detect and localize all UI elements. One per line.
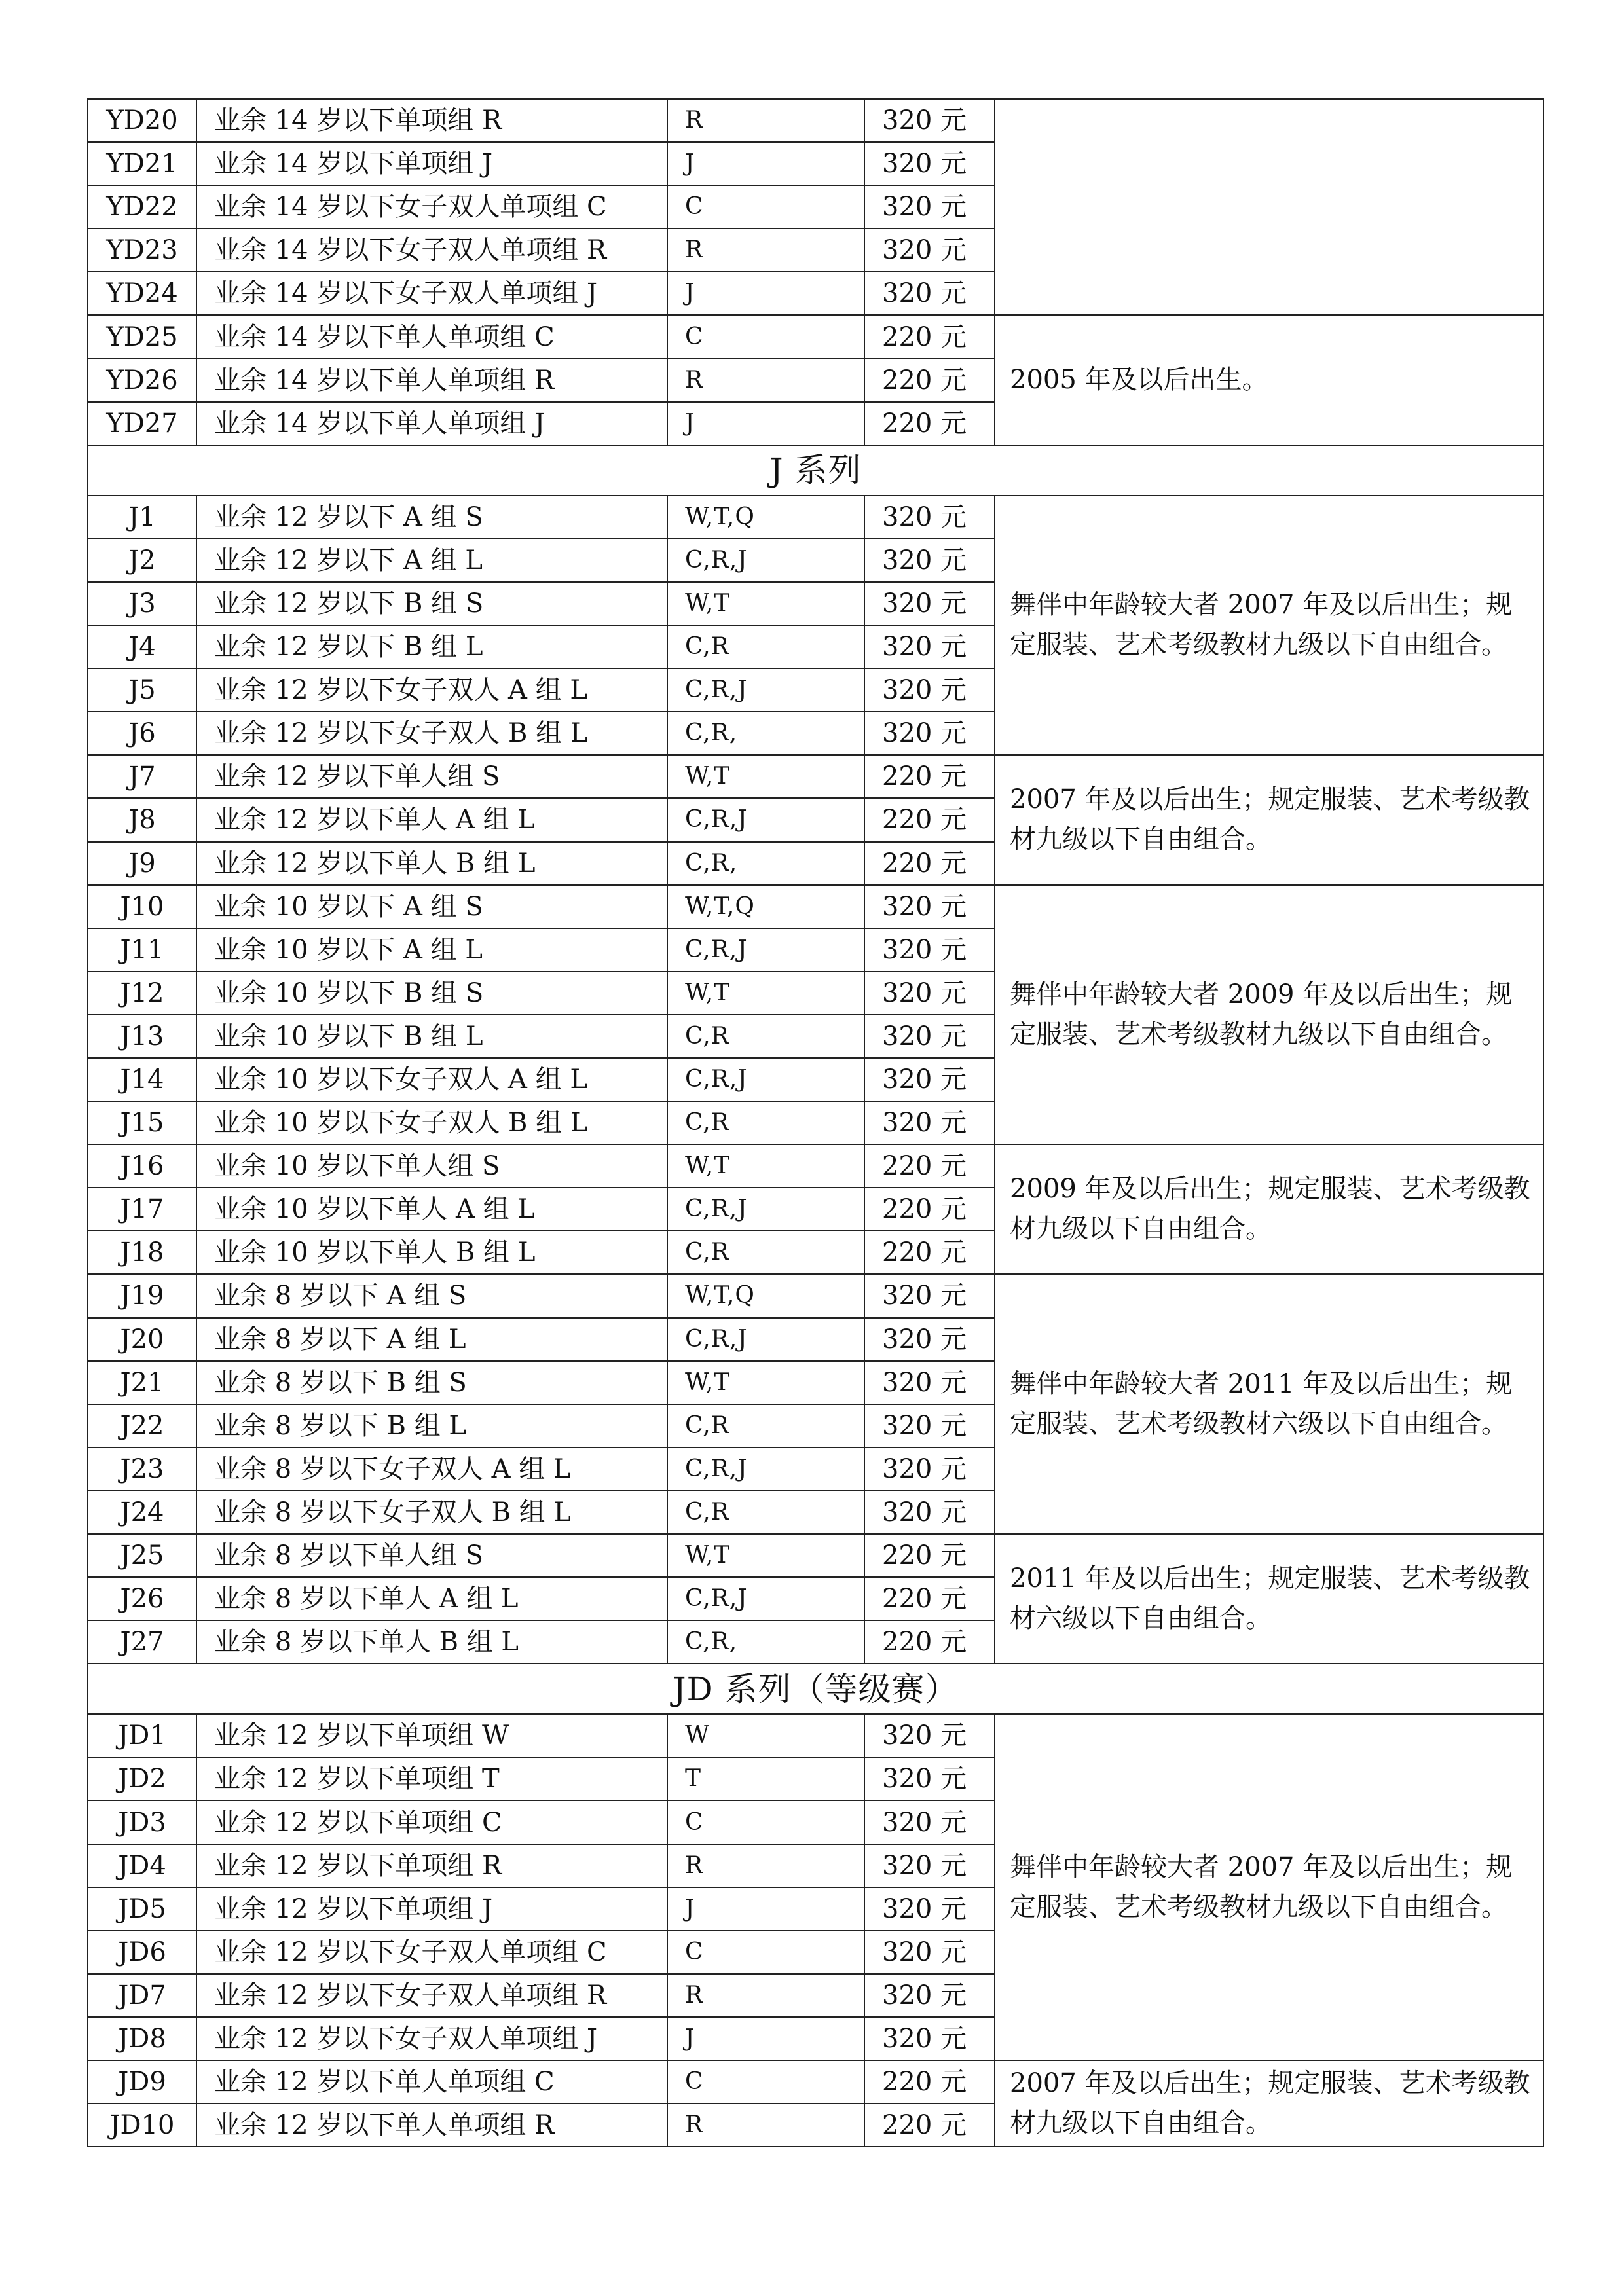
fee-cell: 220 元 <box>864 1144 995 1188</box>
event-code-cell: J8 <box>88 798 196 841</box>
dance-list-cell: C <box>667 1800 864 1844</box>
event-code-cell: J18 <box>88 1231 196 1274</box>
event-name-cell: 业余 12 岁以下 A 组 L <box>196 539 667 582</box>
dance-list-cell: C,R <box>667 1101 864 1144</box>
fee-cell: 320 元 <box>864 625 995 668</box>
fee-cell: 220 元 <box>864 755 995 798</box>
event-code-cell: J24 <box>88 1491 196 1534</box>
fee-cell: 320 元 <box>864 1274 995 1317</box>
event-name-cell: 业余 8 岁以下 B 组 L <box>196 1404 667 1448</box>
event-name-cell: 业余 12 岁以下单项组 J <box>196 1887 667 1931</box>
event-name-cell: 业余 12 岁以下 B 组 S <box>196 582 667 625</box>
eligibility-note-cell: 2009 年及以后出生；规定服装、艺术考级教材九级以下自由组合。 <box>995 1144 1543 1274</box>
fee-cell: 320 元 <box>864 142 995 185</box>
fee-cell: 320 元 <box>864 885 995 928</box>
dance-list-cell: J <box>667 1887 864 1931</box>
dance-list-cell: W,T <box>667 1534 864 1577</box>
dance-list-cell: W,T <box>667 972 864 1015</box>
dance-list-cell: C <box>667 185 864 228</box>
event-name-cell: 业余 10 岁以下单人组 S <box>196 1144 667 1188</box>
fee-cell: 320 元 <box>864 1101 995 1144</box>
dance-list-cell: C,R,J <box>667 1188 864 1231</box>
event-code-cell: J7 <box>88 755 196 798</box>
event-code-cell: J6 <box>88 712 196 755</box>
dance-list-cell: C,R <box>667 1231 864 1274</box>
eligibility-note-cell: 舞伴中年龄较大者 2007 年及以后出生；规定服装、艺术考级教材九级以下自由组合。 <box>995 1714 1543 2060</box>
event-name-cell: 业余 14 岁以下女子双人单项组 R <box>196 228 667 272</box>
event-name-cell: 业余 8 岁以下女子双人 B 组 L <box>196 1491 667 1534</box>
event-name-cell: 业余 10 岁以下女子双人 B 组 L <box>196 1101 667 1144</box>
section-title: JD 系列（等级赛） <box>88 1664 1543 1714</box>
fee-cell: 220 元 <box>864 1231 995 1274</box>
dance-list-cell: C,R,J <box>667 798 864 841</box>
fee-cell: 320 元 <box>864 1448 995 1491</box>
eligibility-note-cell: 2007 年及以后出生；规定服装、艺术考级教材九级以下自由组合。 <box>995 2060 1543 2147</box>
fee-cell: 220 元 <box>864 402 995 445</box>
event-name-cell: 业余 14 岁以下单人单项组 J <box>196 402 667 445</box>
event-code-cell: J26 <box>88 1577 196 1620</box>
table-row <box>88 1144 1543 1188</box>
event-name-cell: 业余 8 岁以下 A 组 L <box>196 1318 667 1361</box>
fee-cell: 220 元 <box>864 359 995 402</box>
fee-cell: 320 元 <box>864 1318 995 1361</box>
event-code-cell: J22 <box>88 1404 196 1448</box>
dance-list-cell: C <box>667 1931 864 1974</box>
fee-cell: 320 元 <box>864 99 995 142</box>
fee-cell: 320 元 <box>864 272 995 315</box>
section-row <box>88 445 1543 496</box>
event-code-cell: JD1 <box>88 1714 196 1757</box>
event-name-cell: 业余 10 岁以下 B 组 S <box>196 972 667 1015</box>
event-name-cell: 业余 10 岁以下女子双人 A 组 L <box>196 1058 667 1101</box>
event-code-cell: J25 <box>88 1534 196 1577</box>
dance-list-cell: C,R,J <box>667 1577 864 1620</box>
dance-list-cell: W,T <box>667 1144 864 1188</box>
dance-list-cell: T <box>667 1757 864 1800</box>
eligibility-note-cell: 舞伴中年龄较大者 2007 年及以后出生；规定服装、艺术考级教材九级以下自由组合。 <box>995 496 1543 756</box>
event-name-cell: 业余 12 岁以下女子双人单项组 J <box>196 2017 667 2060</box>
event-name-cell: 业余 12 岁以下女子双人 A 组 L <box>196 668 667 712</box>
dance-list-cell: C,R, <box>667 1620 864 1664</box>
fee-cell: 320 元 <box>864 582 995 625</box>
dance-list-cell: W,T <box>667 755 864 798</box>
fee-cell: 220 元 <box>864 798 995 841</box>
event-name-cell: 业余 12 岁以下单项组 R <box>196 1844 667 1887</box>
event-code-cell: J4 <box>88 625 196 668</box>
event-name-cell: 业余 10 岁以下 B 组 L <box>196 1015 667 1058</box>
event-name-cell: 业余 10 岁以下单人 A 组 L <box>196 1188 667 1231</box>
event-code-cell: J11 <box>88 928 196 972</box>
fee-cell: 320 元 <box>864 1931 995 1974</box>
event-code-cell: J27 <box>88 1620 196 1664</box>
dance-list-cell: C <box>667 315 864 358</box>
section-title: J 系列 <box>88 445 1543 496</box>
dance-list-cell: C,R,J <box>667 668 864 712</box>
event-code-cell: J10 <box>88 885 196 928</box>
fee-cell: 320 元 <box>864 1800 995 1844</box>
event-name-cell: 业余 10 岁以下 A 组 L <box>196 928 667 972</box>
event-name-cell: 业余 14 岁以下女子双人单项组 C <box>196 185 667 228</box>
fee-cell: 220 元 <box>864 2104 995 2147</box>
event-name-cell: 业余 12 岁以下单项组 T <box>196 1757 667 1800</box>
dance-list-cell: J <box>667 2017 864 2060</box>
dance-list-cell: C,R, <box>667 712 864 755</box>
event-code-cell: J21 <box>88 1361 196 1404</box>
dance-list-cell: C,R,J <box>667 1318 864 1361</box>
dance-list-cell: W,T,Q <box>667 1274 864 1317</box>
dance-list-cell: C,R,J <box>667 1448 864 1491</box>
fee-cell: 320 元 <box>864 2017 995 2060</box>
fee-cell: 320 元 <box>864 972 995 1015</box>
dance-list-cell: C,R, <box>667 842 864 885</box>
event-name-cell: 业余 14 岁以下女子双人单项组 J <box>196 272 667 315</box>
event-code-cell: JD8 <box>88 2017 196 2060</box>
fee-cell: 320 元 <box>864 1887 995 1931</box>
fee-cell: 220 元 <box>864 1188 995 1231</box>
fee-cell: 320 元 <box>864 928 995 972</box>
event-code-cell: J12 <box>88 972 196 1015</box>
event-code-cell: J2 <box>88 539 196 582</box>
dance-list-cell: R <box>667 228 864 272</box>
fee-cell: 320 元 <box>864 496 995 539</box>
event-code-cell: YD20 <box>88 99 196 142</box>
dance-list-cell: C <box>667 2060 864 2104</box>
event-code-cell: JD7 <box>88 1974 196 2017</box>
dance-list-cell: C,R,J <box>667 1058 864 1101</box>
event-name-cell: 业余 12 岁以下单人 A 组 L <box>196 798 667 841</box>
fee-cell: 320 元 <box>864 228 995 272</box>
fee-cell: 220 元 <box>864 1620 995 1664</box>
dance-list-cell: W,T,Q <box>667 496 864 539</box>
event-name-cell: 业余 12 岁以下 B 组 L <box>196 625 667 668</box>
eligibility-note-cell: 舞伴中年龄较大者 2009 年及以后出生；规定服装、艺术考级教材九级以下自由组合。 <box>995 885 1543 1145</box>
event-code-cell: J17 <box>88 1188 196 1231</box>
event-name-cell: 业余 8 岁以下单人组 S <box>196 1534 667 1577</box>
event-name-cell: 业余 8 岁以下单人 A 组 L <box>196 1577 667 1620</box>
fee-cell: 220 元 <box>864 1534 995 1577</box>
event-code-cell: YD27 <box>88 402 196 445</box>
event-name-cell: 业余 10 岁以下单人 B 组 L <box>196 1231 667 1274</box>
event-code-cell: J9 <box>88 842 196 885</box>
dance-list-cell: W <box>667 1714 864 1757</box>
event-name-cell: 业余 12 岁以下单人组 S <box>196 755 667 798</box>
event-name-cell: 业余 12 岁以下 A 组 S <box>196 496 667 539</box>
event-name-cell: 业余 12 岁以下女子双人 B 组 L <box>196 712 667 755</box>
dance-list-cell: R <box>667 359 864 402</box>
event-code-cell: YD22 <box>88 185 196 228</box>
fee-cell: 220 元 <box>864 842 995 885</box>
table-row <box>88 755 1543 798</box>
dance-list-cell: C,R <box>667 1404 864 1448</box>
event-code-cell: YD26 <box>88 359 196 402</box>
event-code-cell: JD9 <box>88 2060 196 2104</box>
fee-cell: 320 元 <box>864 1404 995 1448</box>
dance-list-cell: R <box>667 1844 864 1887</box>
dance-list-cell: R <box>667 2104 864 2147</box>
event-code-cell: YD23 <box>88 228 196 272</box>
event-code-cell: J19 <box>88 1274 196 1317</box>
dance-list-cell: C,R <box>667 1015 864 1058</box>
fee-cell: 320 元 <box>864 668 995 712</box>
event-name-cell: 业余 12 岁以下单项组 C <box>196 1800 667 1844</box>
dance-list-cell: W,T,Q <box>667 885 864 928</box>
event-code-cell: JD5 <box>88 1887 196 1931</box>
fee-cell: 320 元 <box>864 1757 995 1800</box>
fee-cell: 320 元 <box>864 1714 995 1757</box>
event-name-cell: 业余 14 岁以下单人单项组 C <box>196 315 667 358</box>
dance-list-cell: J <box>667 272 864 315</box>
fee-cell: 320 元 <box>864 1361 995 1404</box>
table-row <box>88 1274 1543 1317</box>
event-name-cell: 业余 8 岁以下 B 组 S <box>196 1361 667 1404</box>
eligibility-note-cell: 舞伴中年龄较大者 2011 年及以后出生；规定服装、艺术考级教材六级以下自由组合。 <box>995 1274 1543 1534</box>
table-row <box>88 2060 1543 2104</box>
eligibility-note-cell <box>995 99 1543 315</box>
fee-cell: 320 元 <box>864 1974 995 2017</box>
event-code-cell: JD6 <box>88 1931 196 1974</box>
table-row <box>88 1534 1543 1577</box>
event-name-cell: 业余 12 岁以下女子双人单项组 C <box>196 1931 667 1974</box>
event-name-cell: 业余 10 岁以下 A 组 S <box>196 885 667 928</box>
event-code-cell: YD25 <box>88 315 196 358</box>
fee-cell: 320 元 <box>864 539 995 582</box>
eligibility-note-cell: 2007 年及以后出生；规定服装、艺术考级教材九级以下自由组合。 <box>995 755 1543 884</box>
dance-list-cell: J <box>667 402 864 445</box>
table-body <box>88 99 1543 2147</box>
event-name-cell: 业余 14 岁以下单项组 J <box>196 142 667 185</box>
table-row <box>88 1714 1543 1757</box>
table-row <box>88 99 1543 142</box>
event-code-cell: JD10 <box>88 2104 196 2147</box>
event-code-cell: JD3 <box>88 1800 196 1844</box>
event-name-cell: 业余 8 岁以下单人 B 组 L <box>196 1620 667 1664</box>
registration-fee-table <box>87 98 1544 2147</box>
event-code-cell: J16 <box>88 1144 196 1188</box>
eligibility-note-cell: 2011 年及以后出生；规定服装、艺术考级教材六级以下自由组合。 <box>995 1534 1543 1664</box>
event-name-cell: 业余 12 岁以下单人单项组 C <box>196 2060 667 2104</box>
fee-cell: 220 元 <box>864 2060 995 2104</box>
fee-cell: 320 元 <box>864 712 995 755</box>
fee-cell: 320 元 <box>864 1015 995 1058</box>
dance-list-cell: W,T <box>667 582 864 625</box>
fee-cell: 320 元 <box>864 1844 995 1887</box>
event-name-cell: 业余 8 岁以下女子双人 A 组 L <box>196 1448 667 1491</box>
event-code-cell: J14 <box>88 1058 196 1101</box>
event-code-cell: J23 <box>88 1448 196 1491</box>
dance-list-cell: C,R,J <box>667 928 864 972</box>
event-code-cell: J15 <box>88 1101 196 1144</box>
dance-list-cell: W,T <box>667 1361 864 1404</box>
dance-list-cell: J <box>667 142 864 185</box>
event-code-cell: JD4 <box>88 1844 196 1887</box>
event-code-cell: J13 <box>88 1015 196 1058</box>
dance-list-cell: R <box>667 99 864 142</box>
fee-cell: 220 元 <box>864 1577 995 1620</box>
event-name-cell: 业余 14 岁以下单人单项组 R <box>196 359 667 402</box>
event-name-cell: 业余 8 岁以下 A 组 S <box>196 1274 667 1317</box>
table-row <box>88 496 1543 539</box>
dance-list-cell: C,R <box>667 625 864 668</box>
fee-cell: 220 元 <box>864 315 995 358</box>
event-code-cell: YD24 <box>88 272 196 315</box>
event-name-cell: 业余 14 岁以下单项组 R <box>196 99 667 142</box>
event-name-cell: 业余 12 岁以下单人单项组 R <box>196 2104 667 2147</box>
fee-cell: 320 元 <box>864 1491 995 1534</box>
event-code-cell: J1 <box>88 496 196 539</box>
table-row <box>88 885 1543 928</box>
section-row <box>88 1664 1543 1714</box>
event-code-cell: J3 <box>88 582 196 625</box>
dance-list-cell: C,R,J <box>667 539 864 582</box>
event-code-cell: JD2 <box>88 1757 196 1800</box>
dance-list-cell: R <box>667 1974 864 2017</box>
fee-cell: 320 元 <box>864 1058 995 1101</box>
event-name-cell: 业余 12 岁以下单人 B 组 L <box>196 842 667 885</box>
event-code-cell: J5 <box>88 668 196 712</box>
event-code-cell: J20 <box>88 1318 196 1361</box>
event-code-cell: YD21 <box>88 142 196 185</box>
dance-list-cell: C,R <box>667 1491 864 1534</box>
fee-cell: 320 元 <box>864 185 995 228</box>
event-name-cell: 业余 12 岁以下女子双人单项组 R <box>196 1974 667 2017</box>
event-name-cell: 业余 12 岁以下单项组 W <box>196 1714 667 1757</box>
eligibility-note-cell: 2005 年及以后出生。 <box>995 315 1543 445</box>
table-row <box>88 315 1543 358</box>
